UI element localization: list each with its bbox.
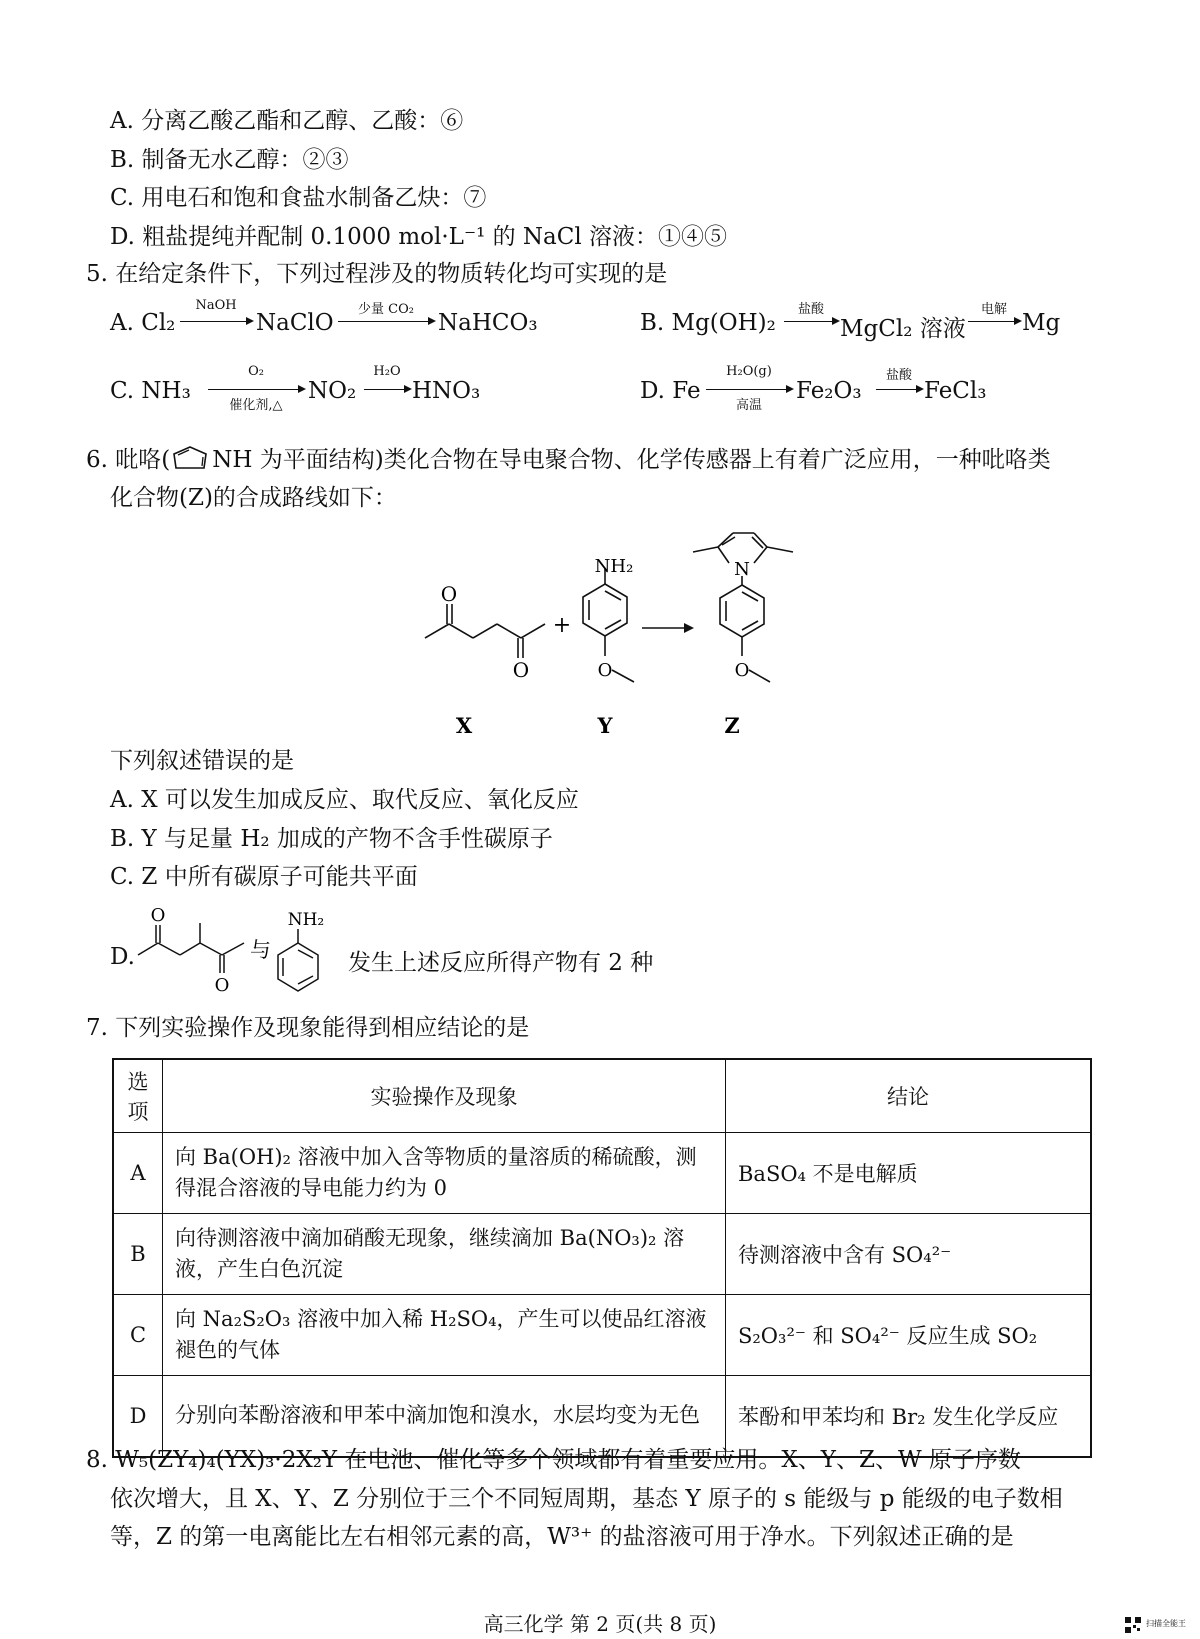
table-row bbox=[113, 1214, 1091, 1295]
q6-d-prefix: D. bbox=[110, 944, 135, 970]
q5-d-cond1: H₂O(g) bbox=[726, 364, 772, 379]
x-carbonyl-o2: O bbox=[512, 658, 530, 682]
q5-b-cond2: 电解 bbox=[980, 302, 1007, 317]
d-nh2-label: NH₂ bbox=[287, 910, 325, 930]
q8-line1: 8. W₅(ZY₄)₄(YX)₃·2X₂Y 在电池、催化等多个领域都有着重要应用。X、Y、Z、W 原子序数 bbox=[86, 1447, 1021, 1473]
q4-option-a: A. 分离乙酸乙酯和乙醇、乙酸：⑥ bbox=[110, 108, 464, 134]
label-y: Y bbox=[597, 713, 613, 738]
q5-b-end: Mg bbox=[1022, 310, 1061, 336]
y-o-label: O bbox=[597, 660, 613, 681]
q5-a-end: NaHCO₃ bbox=[438, 310, 538, 336]
q4-option-c: C. 用电石和饱和食盐水制备乙炔：⑦ bbox=[110, 185, 487, 211]
q5-a-cond2: 少量 CO₂ bbox=[358, 302, 414, 317]
d-with: 与 bbox=[250, 938, 271, 962]
label-x: X bbox=[455, 713, 473, 738]
row-operation: 向 Ba(OH)₂ 溶液中加入含等物质的量溶质的稀硫酸，测得混合溶液的导电能力约为 0 bbox=[163, 1133, 726, 1214]
compound-x-structure bbox=[425, 604, 545, 658]
q7-table bbox=[112, 1058, 1092, 1458]
q8-line3: 等，Z 的第一电离能比左右相邻元素的高，W³⁺ 的盐溶液可用于净水。下列叙述正确的是 bbox=[110, 1524, 1014, 1550]
q5-a-cond1: NaOH bbox=[195, 298, 237, 313]
q6-d-rest: 发生上述反应所得产物有 2 种 bbox=[348, 950, 654, 976]
q5-b-mid: MgCl₂ 溶液 bbox=[840, 316, 966, 342]
q6-d-structures bbox=[130, 895, 350, 1005]
d-o-label-1: O bbox=[150, 905, 166, 926]
q5-d-mid: Fe₂O₃ bbox=[796, 378, 862, 404]
q5-b-start: B. Mg(OH)₂ bbox=[640, 310, 776, 336]
page-footer: 高三化学 第 2 页(共 8 页) bbox=[483, 1612, 717, 1636]
q6-reaction-scheme bbox=[0, 0, 1200, 760]
q4-option-d: D. 粗盐提纯并配制 0.1000 mol·L⁻¹ 的 NaCl 溶液：①④⑤ bbox=[110, 224, 728, 250]
y-nh2-label: NH₂ bbox=[594, 556, 634, 577]
q7-stem: 7. 下列实验操作及现象能得到相应结论的是 bbox=[86, 1015, 530, 1041]
row-option: B bbox=[113, 1214, 163, 1295]
q7-table-header bbox=[113, 1059, 1091, 1133]
q6-stem-part1: 6. 吡咯( bbox=[86, 447, 171, 473]
row-operation: 向待测溶液中滴加硝酸无现象，继续滴加 Ba(NO₃)₂ 溶液，产生白色沉淀 bbox=[163, 1214, 726, 1295]
q5-c-cond1b: 催化剂,△ bbox=[229, 398, 283, 413]
q5-d-end: FeCl₃ bbox=[924, 378, 987, 404]
header-option: 选项 bbox=[113, 1059, 163, 1133]
z-o-label: O bbox=[734, 660, 750, 681]
z-n-label: N bbox=[734, 559, 750, 580]
q5-a-mid: NaClO bbox=[256, 310, 334, 336]
row-operation: 向 Na₂S₂O₃ 溶液中加入稀 H₂SO₄，产生可以使品红溶液褪色的气体 bbox=[163, 1295, 726, 1376]
x-carbonyl-o1: O bbox=[440, 582, 458, 606]
row-option: D bbox=[113, 1376, 163, 1457]
row-conclusion: 苯酚和甲苯均和 Br₂ 发生化学反应 bbox=[726, 1376, 1092, 1457]
d-o-label-2: O bbox=[214, 975, 230, 996]
q6-option-b: B. Y 与足量 H₂ 加成的产物不含手性碳原子 bbox=[110, 826, 553, 852]
q5-d-cond1b: 高温 bbox=[735, 398, 762, 413]
qr-code-icon bbox=[1124, 1616, 1142, 1634]
q6-stem-part2: NH 为平面结构)类化合物在导电聚合物、化学传感器上有着广泛应用，一种吡咯类 bbox=[212, 447, 1051, 473]
q5-b-cond1: 盐酸 bbox=[797, 302, 824, 317]
q5-c-cond2: H₂O bbox=[373, 364, 401, 379]
q6-option-c: C. Z 中所有碳原子可能共平面 bbox=[110, 864, 418, 890]
q5-c-cond1: O₂ bbox=[248, 364, 264, 379]
row-option: C bbox=[113, 1295, 163, 1376]
q8-line2: 依次增大，且 X、Y、Z 分别位于三个不同短周期，基态 Y 原子的 s 能级与 p 能级的电子数相 bbox=[110, 1486, 1063, 1512]
row-conclusion: S₂O₃²⁻ 和 SO₄²⁻ 反应生成 SO₂ bbox=[726, 1295, 1092, 1376]
q5-d-start: D. Fe bbox=[640, 378, 701, 404]
row-option: A bbox=[113, 1133, 163, 1214]
q5-a-start: A. Cl₂ bbox=[110, 310, 176, 336]
q5-stem: 5. 在给定条件下，下列过程涉及的物质转化均可实现的是 bbox=[86, 261, 668, 287]
scanner-watermark: 扫描全能王 bbox=[1146, 1619, 1186, 1628]
q5-d-cond2: 盐酸 bbox=[885, 368, 912, 383]
q5-c-mid: NO₂ bbox=[308, 378, 357, 404]
reaction-arrow-head bbox=[684, 623, 694, 633]
header-operation: 实验操作及现象 bbox=[163, 1059, 726, 1133]
q6-option-a: A. X 可以发生加成反应、取代反应、氧化反应 bbox=[110, 787, 579, 813]
table-row bbox=[113, 1133, 1091, 1214]
table-row bbox=[113, 1295, 1091, 1376]
row-conclusion: BaSO₄ 不是电解质 bbox=[726, 1133, 1092, 1214]
q6-ask: 下列叙述错误的是 bbox=[110, 748, 294, 774]
q5-c-start: C. NH₃ bbox=[110, 378, 191, 404]
row-operation: 分别向苯酚溶液和甲苯中滴加饱和溴水，水层均变为无色 bbox=[163, 1376, 726, 1457]
row-conclusion: 待测溶液中含有 SO₄²⁻ bbox=[726, 1214, 1092, 1295]
q5-c-end: HNO₃ bbox=[412, 378, 481, 404]
plus-sign: + bbox=[552, 613, 572, 638]
q4-option-b: B. 制备无水乙醇：②③ bbox=[110, 147, 349, 173]
q6-stem-line2: 化合物(Z)的合成路线如下： bbox=[110, 485, 397, 511]
header-conclusion: 结论 bbox=[726, 1059, 1092, 1133]
label-z: Z bbox=[724, 713, 740, 738]
